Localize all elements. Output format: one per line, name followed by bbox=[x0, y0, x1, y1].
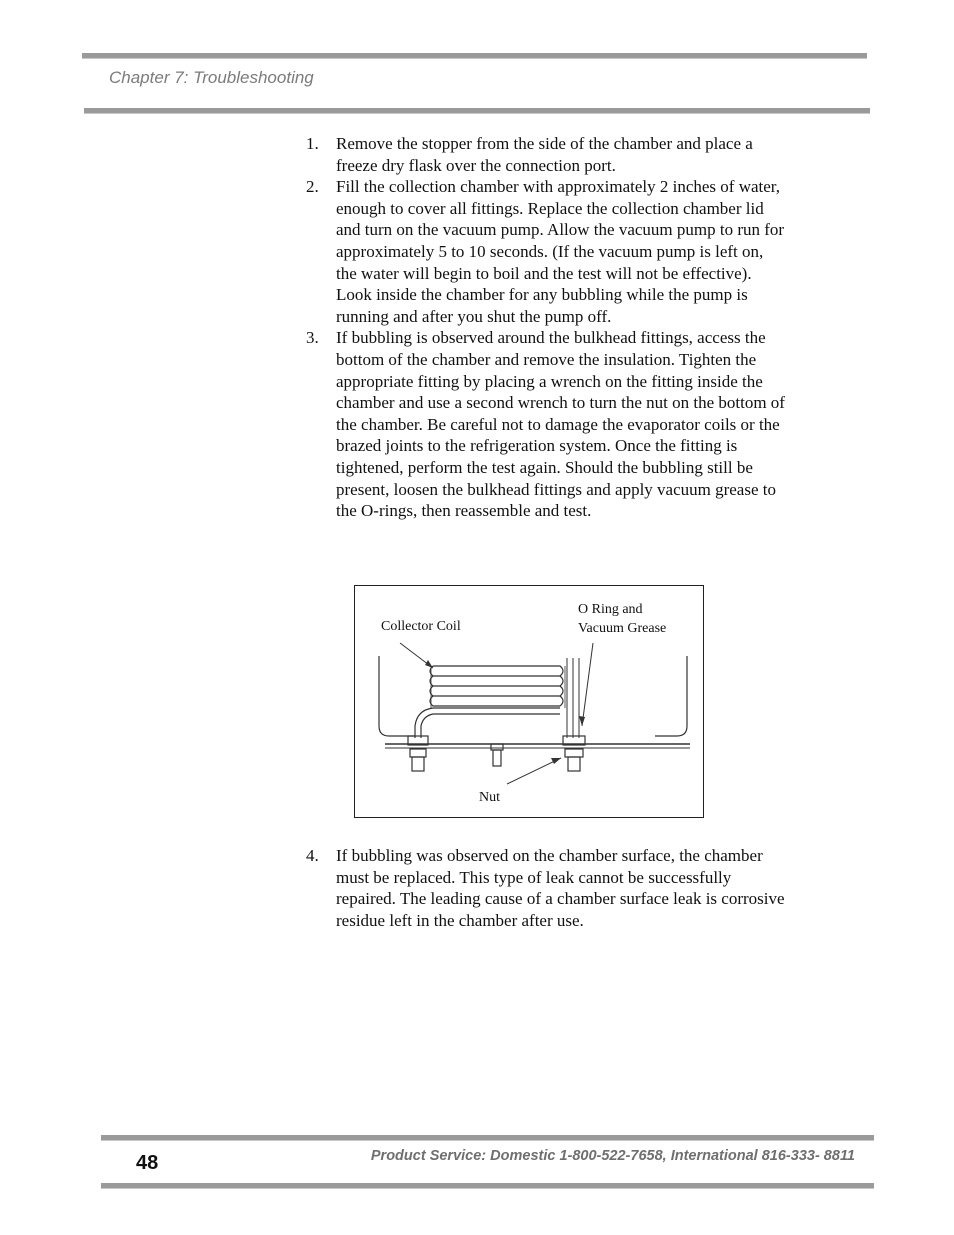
chamber-fitting-diagram bbox=[354, 585, 704, 818]
step-number: 2. bbox=[306, 177, 319, 197]
footer-bottom-rule bbox=[101, 1183, 874, 1189]
step-text: Remove the stopper from the side of the chamber and place a freeze dry flask over the connection port. bbox=[336, 134, 753, 175]
procedure-steps-continued bbox=[306, 845, 788, 931]
page-number: 48 bbox=[136, 1152, 159, 1174]
collector-coil-label: Collector Coil bbox=[381, 619, 461, 634]
header-bottom-rule bbox=[84, 108, 870, 114]
product-service-contact: Product Service: Domestic 1-800-522-7658, International 816-333- 8811 bbox=[370, 1148, 855, 1164]
step-2 bbox=[306, 176, 788, 327]
chapter-title: Chapter 7: Troubleshooting bbox=[109, 68, 314, 87]
step-1 bbox=[306, 133, 788, 176]
header-top-rule bbox=[82, 53, 867, 59]
oring-label-line1: O Ring and bbox=[578, 602, 643, 617]
step-text: If bubbling was observed on the chamber surface, the chamber must be replaced. This type of leak cannot be successfully repaired. The leading cause of a chamber surface leak is corrosive residue left in the chamber after use. bbox=[336, 846, 785, 930]
oring-label-line2: Vacuum Grease bbox=[578, 621, 667, 636]
step-number: 4. bbox=[306, 846, 319, 865]
step-4 bbox=[306, 845, 788, 931]
step-3 bbox=[306, 327, 788, 521]
footer-top-rule bbox=[101, 1135, 874, 1141]
nut-label: Nut bbox=[479, 790, 500, 805]
procedure-steps bbox=[306, 133, 788, 522]
step-number: 1. bbox=[306, 134, 319, 153]
step-text: Fill the collection chamber with approximately 2 inches of water, enough to cover all fittings. Replace the collection chamber lid and turn on the vacuum pump. Allow the vacuum pump to run for approximately 5 to 10 seconds. (If the vacuum pump is left on, the water will begin to boil and the test will not be effective). Look inside the chamber for any bubbling while the pump is running and after you shut the pump off. bbox=[336, 177, 785, 326]
step-text: If bubbling is observed around the bulkhead fittings, access the bottom of the chamber and remove the insulation. Tighten the appropriate fitting by placing a wrench on the fitting inside the chamber and use a second wrench to turn the nut on the bottom of the chamber. Be careful not to damage the evaporator coils or the brazed joints to the refrigeration system. Once the fitting is tightened, perform the test again. Should the bubbling still be present, loosen the bulkhead fittings and apply vacuum grease to the O-rings, then reassemble and test. bbox=[336, 328, 785, 521]
step-number: 3. bbox=[306, 328, 319, 348]
